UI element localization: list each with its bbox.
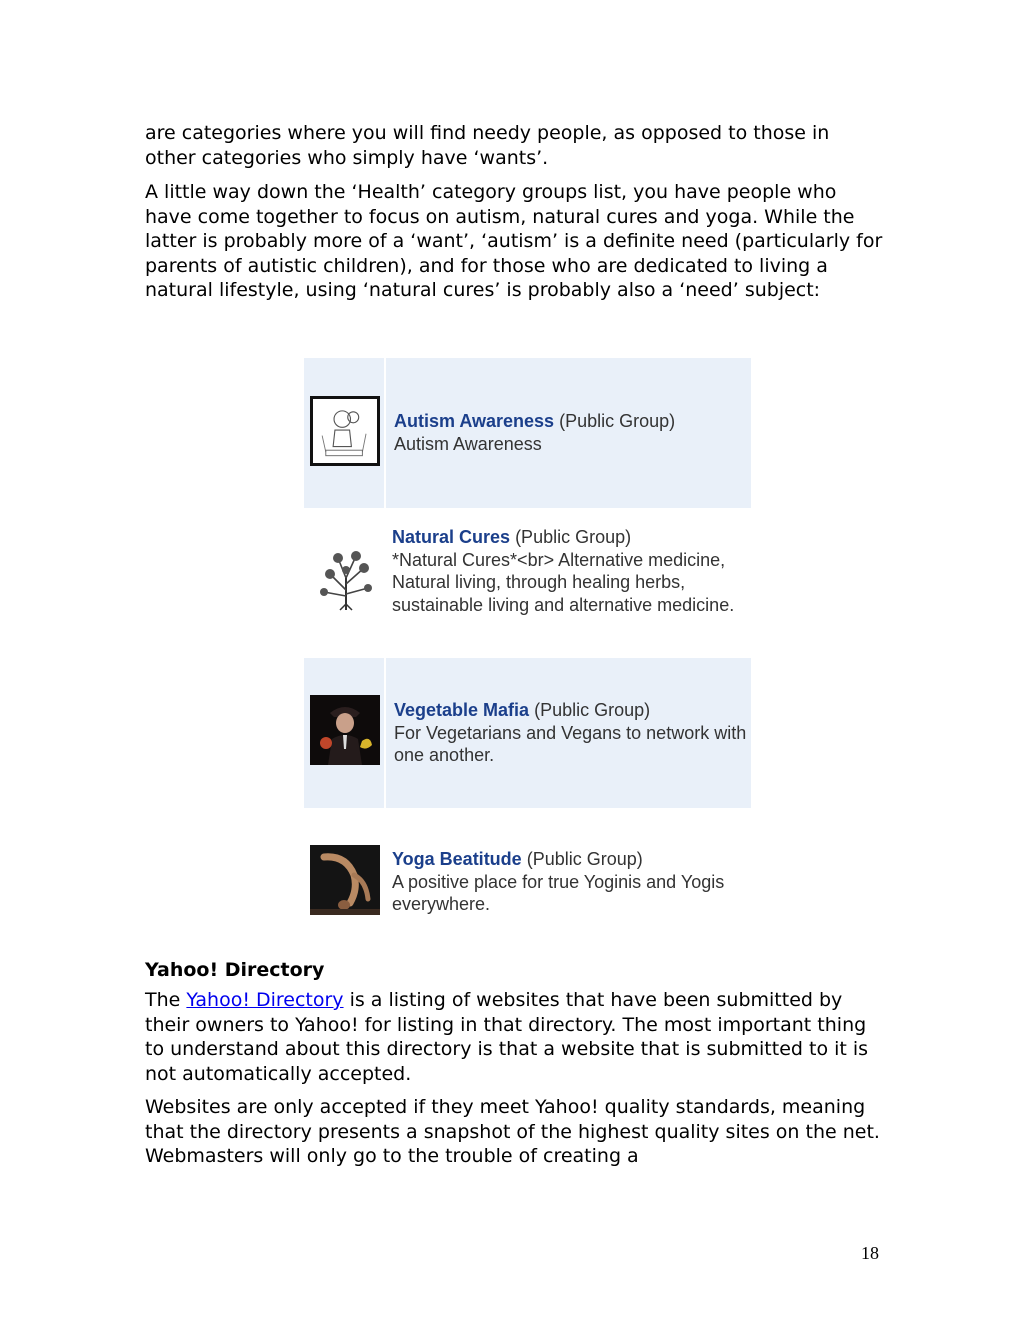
group-name-link[interactable]: Yoga Beatitude: [392, 849, 522, 869]
group-name-link[interactable]: Autism Awareness: [394, 411, 555, 431]
paragraph-text: [145, 988, 885, 1086]
paragraph-health-groups: [145, 180, 885, 303]
group-info: [384, 808, 751, 958]
paragraph-lead: The: [145, 989, 187, 1011]
autism-group-thumbnail-icon[interactable]: [310, 396, 380, 466]
group-name-link[interactable]: Vegetable Mafia: [394, 700, 530, 720]
paragraph-yahoo-directory: [145, 988, 885, 1086]
mafia-figure-thumbnail-icon[interactable]: [310, 695, 380, 765]
paragraph-quality-standards: [145, 1095, 885, 1169]
paragraph-rest: is a listing of websites that have been submitted by their owners to Yahoo! for listing in that directory. The most important thing to understand about this directory is that a website that is submitted to it is not automatically accepted.: [145, 989, 869, 1085]
group-row-yoga-beatitude: [304, 808, 751, 958]
group-type: (Public Group): [534, 700, 651, 720]
group-description: A positive place for true Yoginis and Yogis everywhere.: [392, 871, 725, 915]
group-info: [386, 358, 675, 508]
group-name-link[interactable]: Natural Cures: [392, 527, 511, 547]
group-info: [384, 508, 751, 658]
group-type: (Public Group): [515, 527, 632, 547]
group-description: For Vegetarians and Vegans to network with one another.: [394, 722, 747, 766]
group-row-natural-cures: [304, 508, 751, 658]
section-heading: Yahoo! Directory: [145, 959, 325, 981]
thumb-cell: [304, 358, 386, 508]
paragraph-text: A little way down the ‘Health’ category groups list, you have people who have come together to focus on autism, natural cures and yoga. While the latter is probably more of a ‘want’, ‘autism’ is a definite need (particularly for parents of autistic children), and for those who are dedicated to living a natural lifestyle, using ‘natural cures’ is probably also a ‘need’ subject:: [145, 181, 883, 302]
paragraph-text: Websites are only accepted if they meet Yahoo! quality standards, meaning that the directory presents a snapshot of the highest quality sites on the net. Webmasters will only go to the trouble of creating a: [145, 1096, 880, 1168]
page-number: 18: [861, 1243, 879, 1263]
groups-screenshot: [304, 358, 751, 958]
herb-plant-thumbnail-icon[interactable]: [310, 544, 380, 614]
thumb-cell: [304, 808, 384, 958]
group-type: (Public Group): [559, 411, 676, 431]
group-type: (Public Group): [526, 849, 643, 869]
group-row-vegetable-mafia: [304, 658, 751, 808]
group-description: Autism Awareness: [394, 433, 542, 454]
yahoo-directory-link[interactable]: Yahoo! Directory: [186, 989, 344, 1011]
thumb-cell: [304, 658, 386, 808]
group-description: *Natural Cures*<br> Alternative medicine, Natural living, through healing herbs, sustainable living and alternative medicine.: [392, 549, 735, 615]
group-row-autism: [304, 358, 751, 508]
thumb-cell: [304, 508, 384, 658]
paragraph-text: are categories where you will find needy people, as opposed to those in other categories who simply have ‘wants’.: [145, 122, 830, 169]
group-info: [386, 658, 751, 808]
paragraph-intro: [145, 121, 885, 170]
yoga-pose-thumbnail-icon[interactable]: [310, 845, 380, 915]
